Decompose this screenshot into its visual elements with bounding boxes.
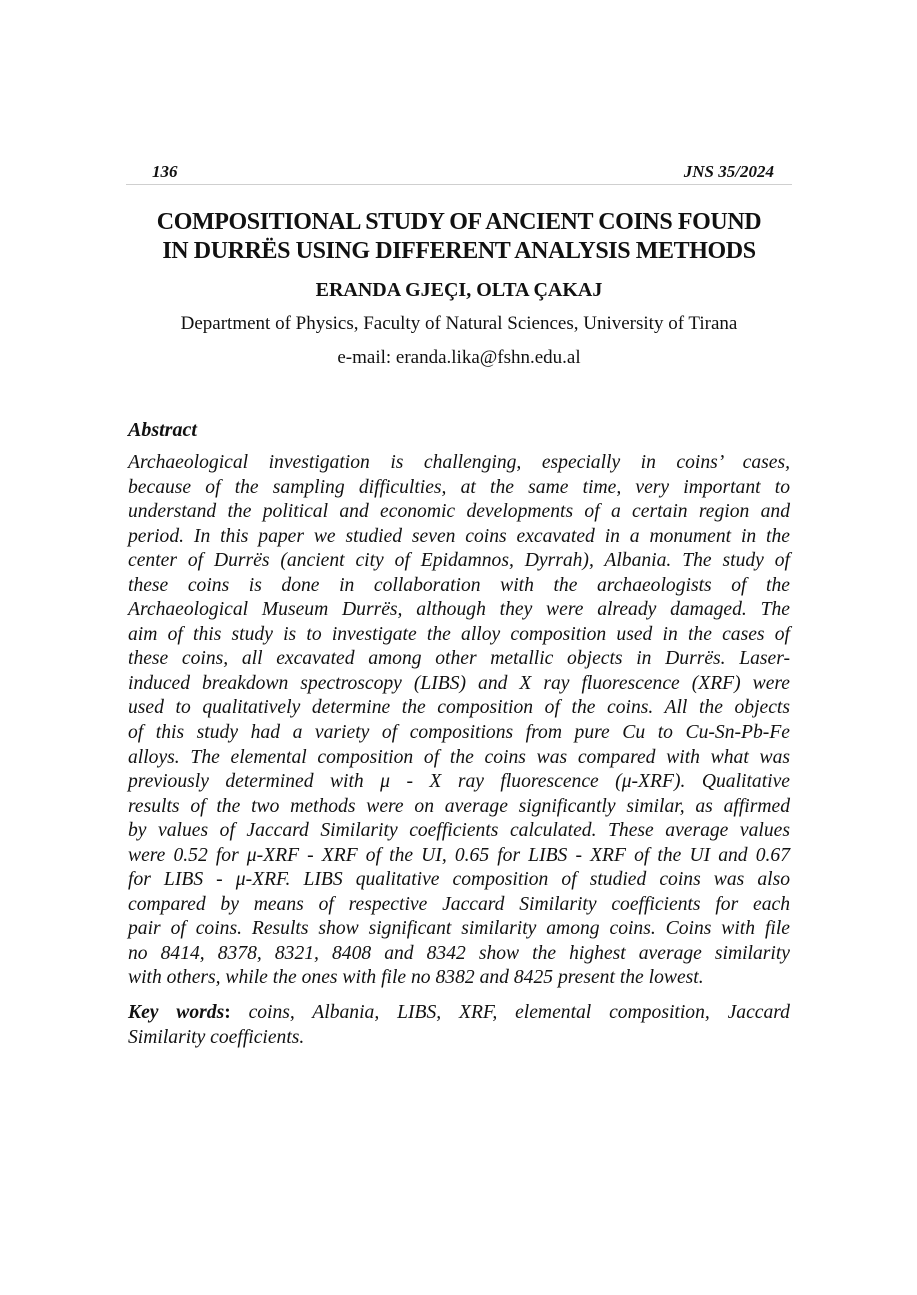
abstract-line: with others, while the ones with file no 8382 and 8425 present the lowest. bbox=[128, 967, 704, 989]
email: e-mail: eranda.lika@fshn.edu.al bbox=[337, 347, 581, 368]
abstract-line: center of Durrës (ancient city of Epidamnos, Dyrrah), Albania. The study of bbox=[128, 550, 790, 572]
abstract-line: pair of coins. Results show significant similarity among coins. Coins with file bbox=[128, 918, 790, 940]
abstract-line: period. In this paper we studied seven coins excavated in a monument in the bbox=[128, 525, 790, 547]
authors: ERANDA GJEÇI, OLTA ÇAKAJ bbox=[315, 279, 603, 301]
abstract-line: results of the two methods were on average significantly similar, as affirmed bbox=[128, 795, 790, 817]
keywords-line-2: Similarity coefficients. bbox=[128, 1026, 305, 1048]
abstract-line: were 0.52 for μ-XRF - XRF of the UI, 0.65 for LIBS - XRF of the UI and 0.67 bbox=[128, 844, 790, 866]
keywords-label: Key words bbox=[128, 1002, 225, 1023]
abstract-line: previously determined with μ - X ray fluorescence (μ-XRF). Qualitative bbox=[128, 771, 790, 793]
keywords-line-1 bbox=[128, 1001, 790, 1026]
abstract-line: these coins is done in collaboration with the archaeologists of the bbox=[128, 574, 790, 596]
abstract-line: understand the political and economic developments of a certain region and bbox=[128, 501, 790, 523]
page-number: 136 bbox=[152, 162, 178, 181]
abstract-line: of this study had a variety of compositions from pure Cu to Cu-Sn-Pb-Fe bbox=[128, 722, 790, 744]
abstract-line: induced breakdown spectroscopy (LIBS) and X ray fluorescence (XRF) were bbox=[128, 672, 790, 694]
abstract-line: aim of this study is to investigate the alloy composition used in the cases of bbox=[128, 623, 790, 645]
journal-issue: JNS 35/2024 bbox=[683, 162, 774, 181]
abstract-line: Archaeological investigation is challenging, especially in coins’ cases, bbox=[128, 452, 790, 473]
abstract-line: these coins, all excavated among other metallic objects in Durrës. Laser- bbox=[128, 648, 790, 670]
affiliation: Department of Physics, Faculty of Natural Sciences, University of Tirana bbox=[180, 313, 738, 334]
abstract-line: used to qualitatively determine the composition of the coins. All the objects bbox=[128, 697, 790, 719]
abstract-line: no 8414, 8378, 8321, 8408 and 8342 show the highest average similarity bbox=[128, 942, 790, 964]
abstract-line: compared by means of respective Jaccard Similarity coefficients for each bbox=[128, 893, 790, 915]
abstract-body bbox=[128, 451, 790, 991]
abstract-line: alloys. The elemental composition of the coins was compared with what was bbox=[128, 746, 790, 768]
abstract-line: because of the sampling difficulties, at the same time, very important to bbox=[128, 476, 790, 498]
abstract-heading: Abstract bbox=[128, 419, 197, 441]
abstract-line: for LIBS - μ-XRF. LIBS qualitative composition of studied coins was also bbox=[128, 869, 790, 891]
running-header bbox=[126, 160, 792, 185]
keywords bbox=[128, 1001, 790, 1050]
abstract-line: Archaeological Museum Durrës, although they were already damaged. The bbox=[128, 599, 790, 621]
paper-title-line-1: COMPOSITIONAL STUDY OF ANCIENT COINS FOUND bbox=[156, 209, 762, 235]
keywords-text: coins, Albania, LIBS, XRF, elemental composition, Jaccard bbox=[248, 1002, 790, 1023]
paper-title-line-2: IN DURRËS USING DIFFERENT ANALYSIS METHODS bbox=[162, 238, 756, 264]
keywords-colon: : bbox=[224, 1002, 231, 1023]
abstract-line: by values of Jaccard Similarity coefficients calculated. These average values bbox=[128, 820, 790, 842]
